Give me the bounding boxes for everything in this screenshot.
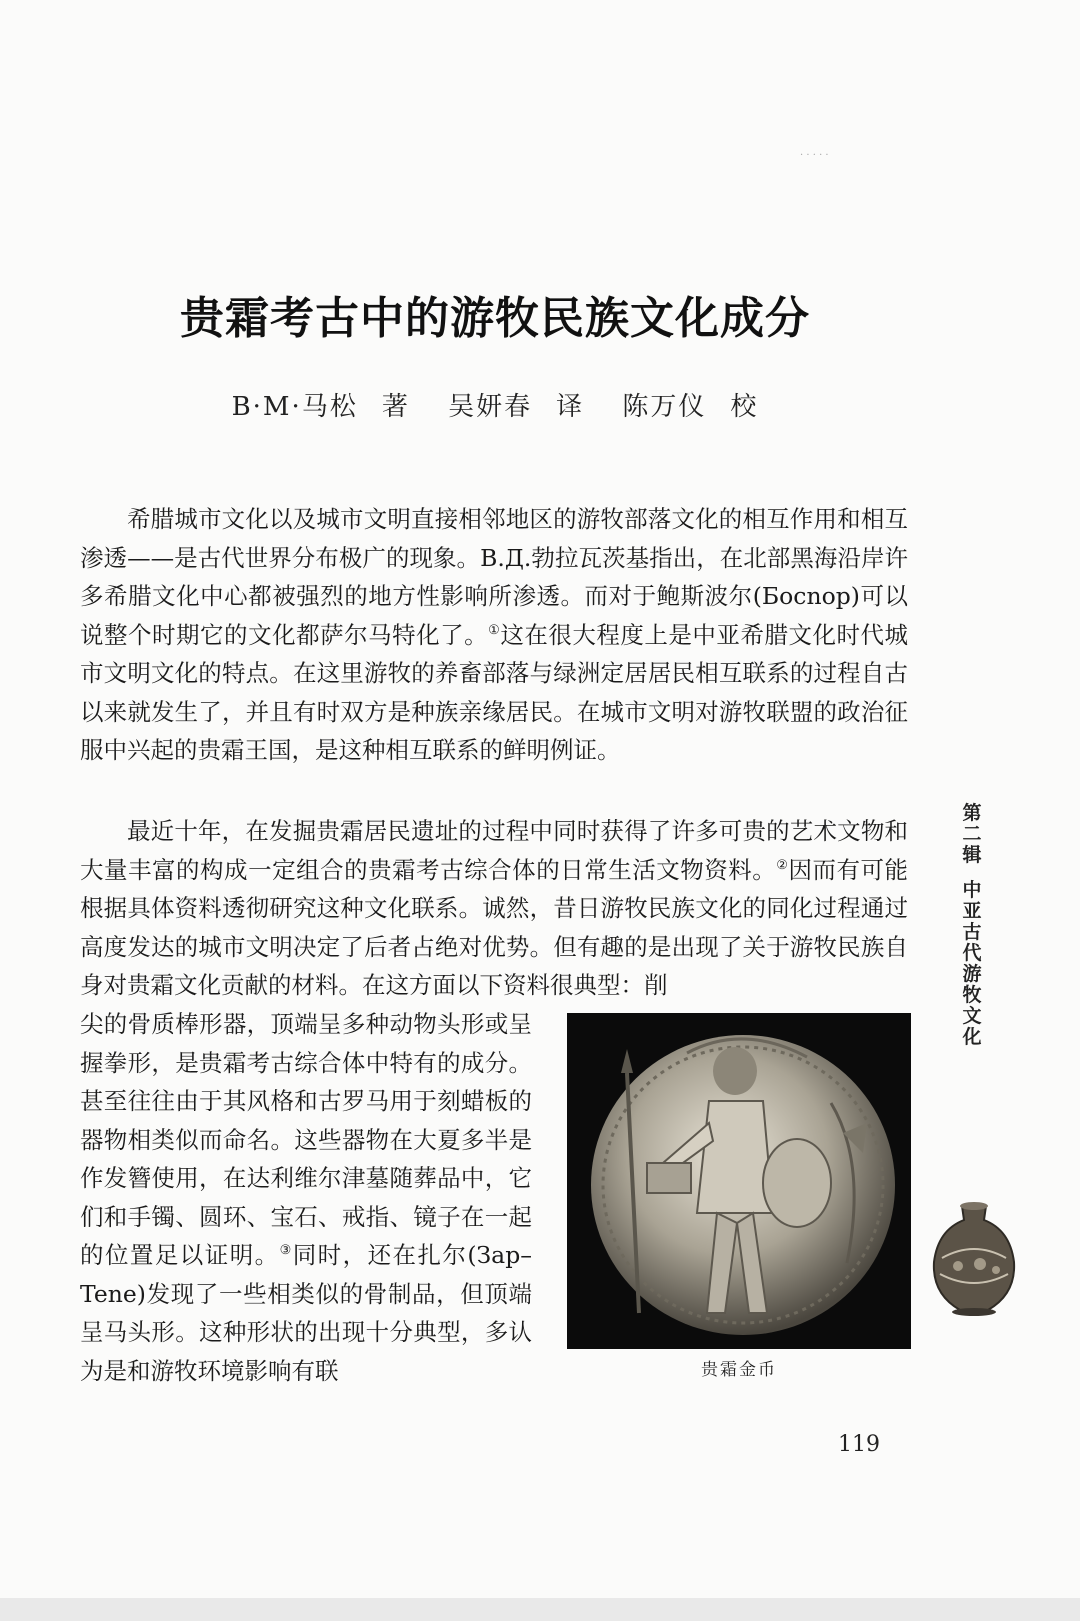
side-label-char: 亚	[962, 900, 982, 922]
paragraph-2-part-a: 最近十年，在发掘贵霜居民遗址的过程中同时获得了许多可贵的艺术文物和大量丰富的构成一定组合的贵霜考古综合体的日常生活文物资料。	[80, 817, 908, 884]
reviser-role: 校	[730, 392, 759, 422]
footnote-marker-2[interactable]: ②	[776, 857, 789, 873]
figure-body	[697, 1101, 773, 1213]
side-label-char: 第	[962, 802, 982, 824]
side-label-char: 二	[962, 823, 982, 845]
side-label-char: 古	[962, 921, 982, 943]
side-label-char: 辑	[962, 844, 982, 866]
author-name: B·M·马松	[231, 392, 358, 422]
paragraph-1-part-a: 希腊城市文化以及城市文明直接相邻地区的游牧部落文化的相互作用和相互渗透——是古代世界分布极广的现象。B.Д.勃拉瓦茨基指出，在北部黑海沿岸许多希腊文化中心都被强烈的地方性影响所渗透。而对于鲍斯波尔(Босnop)可以说整个时期它的文化都萨尔马特化了。	[80, 505, 908, 649]
paragraph-3-part-b: 同时，还在扎尔(Зap–Tene)发现了一些相类似的骨制品，但顶端呈马头形。这种形状的出现十分典型，多认为是和游牧环境影响有联	[80, 1241, 532, 1385]
side-label-char: 文	[962, 1005, 982, 1027]
side-section-label	[957, 803, 987, 1048]
paragraph-2	[80, 812, 908, 1005]
reviser-name: 陈万仪	[622, 392, 707, 422]
kushan-gold-coin-photo	[567, 1013, 911, 1349]
paragraph-1-part-b: 这在很大程度上是中亚希腊文化时代城市文明文化的特点。在这里游牧的养畜部落与绿洲定居居民相互联系的过程自古以来就发生了，并且有时双方是种族亲缘居民。在城市文明对游牧联盟的政治征服中兴起的贵霜王国，是这种相互联系的鲜明例证。	[80, 620, 909, 764]
paragraph-2-part-b: 因而有可能根据具体资料透彻研究这种文化联系。诚然，昔日游牧民族文化的同化过程通过高度发达的城市文明决定了后者占绝对优势。但有趣的是出现了关于游牧民族自身对贵霜文化贡献的材料。在这方面以下资料很典型：削	[80, 855, 909, 999]
byline	[0, 386, 990, 423]
scan-specks: · · · · ·	[800, 150, 829, 161]
translator-role: 译	[556, 392, 585, 422]
scan-bottom-edge	[0, 1598, 1080, 1621]
side-label-char: 化	[962, 1026, 982, 1048]
author-role: 著	[381, 392, 410, 422]
page-number: 119	[838, 1432, 880, 1457]
decorative-vase-image	[928, 1200, 1020, 1318]
side-label-char: 游	[962, 963, 982, 985]
paragraph-3-part-a: 尖的骨质棒形器，顶端呈多种动物头形或呈握拳形，是贵霜考古综合体中特有的成分。甚至往往由于其风格和古罗马用于刻蜡板的器物相类似而命名。这些器物在大夏多半是作发簪使用，在达利维尔津墓随葬品中，它们和手镯、圆环、宝石、戒指、镜子在一起的位置足以证明。	[80, 1010, 532, 1269]
footnote-marker-3[interactable]: ③	[279, 1243, 293, 1259]
translator-name: 吴妍春	[448, 392, 533, 422]
figure-head	[713, 1047, 757, 1095]
paragraph-2-continuation	[80, 1005, 532, 1390]
article-title: 贵霜考古中的游牧民族文化成分	[180, 293, 810, 344]
side-label-char: 中	[962, 879, 982, 901]
footnote-marker-1[interactable]: ①	[488, 622, 501, 638]
coin-illustration	[567, 1013, 911, 1349]
side-label-char: 代	[962, 942, 982, 964]
paragraph-1	[80, 500, 908, 770]
figure-caption: 贵霜金币	[701, 1360, 777, 1380]
side-label-char: 牧	[962, 984, 982, 1006]
